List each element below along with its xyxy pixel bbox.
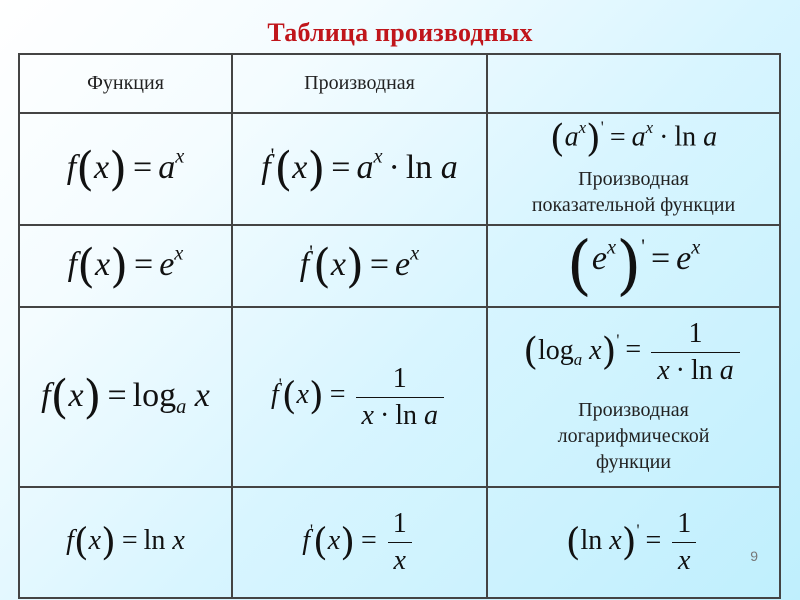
- note-line: логарифмической: [557, 424, 710, 447]
- header-derivative: Производная: [232, 54, 487, 113]
- header-function: Функция: [19, 54, 232, 113]
- table-header-row: [19, 54, 780, 113]
- table-row: [19, 113, 780, 225]
- function-cell: [19, 225, 232, 307]
- formula-rule-log: ($\log_a$ x)' = $\frac{1}{\text{x · ln a}}$: [488, 320, 779, 385]
- derivative-cell: [232, 225, 487, 307]
- note-line: Производная: [578, 398, 689, 421]
- formula-derivative-log: f'(x) = $\frac{1}{\text{x · ln a}}$: [271, 379, 448, 410]
- slide-number: 9: [750, 548, 758, 564]
- function-cell: [19, 487, 232, 598]
- formula-derivative-ex: $f'(x) = e^x$: [299, 238, 420, 293]
- derivative-cell: [232, 487, 487, 598]
- formula-rule-ax: $(a^x)' = a^x \cdot \ln a$: [549, 116, 718, 161]
- formula-rule-ln: (ln x)' = $\frac{1}{x}$: [566, 525, 702, 556]
- note-line: Производная: [578, 167, 689, 190]
- page-title: Таблица производных: [267, 18, 533, 47]
- table-row: [19, 225, 780, 307]
- header-notes: [487, 54, 780, 113]
- derivative-cell: [232, 113, 487, 225]
- formula-function-log: $f(x) = \log_a x$: [41, 369, 210, 424]
- note-line: показательной функции: [531, 193, 736, 216]
- note-cell: [487, 487, 780, 598]
- fraction: $\frac{1}{x}$: [387, 510, 413, 575]
- formula-derivative-ax: $f'(x) = a^x \cdot \ln a$: [261, 141, 458, 196]
- note-cell: [487, 225, 780, 307]
- fraction: $\frac{1}{x}$: [671, 510, 697, 575]
- formula-function-ax: $f(x) = a^x$: [66, 141, 185, 196]
- formula-function-ex: $f(x) = e^x$: [67, 238, 184, 293]
- note-cell: [487, 307, 780, 487]
- table-row: [19, 487, 780, 598]
- note-logarithmic: [488, 397, 779, 475]
- note-cell: [487, 113, 780, 225]
- derivative-cell: [232, 307, 487, 487]
- function-cell: [19, 307, 232, 487]
- formula-derivative-ln: f'(x) = $\frac{1}{x}$: [302, 525, 417, 556]
- formula-function-ln: f(x) = ln x: [66, 519, 185, 564]
- function-cell: [19, 113, 232, 225]
- note-exponential: [488, 166, 779, 218]
- table-row: [19, 307, 780, 487]
- derivatives-table: [18, 53, 781, 599]
- formula-rule-ex: $(e^x)' = e^x$: [566, 227, 701, 303]
- note-line: функции: [596, 450, 671, 473]
- fraction: $\frac{1}{\text{x · ln a}}$: [356, 365, 445, 430]
- fraction: $\frac{1}{\text{x · ln a}}$: [651, 320, 740, 385]
